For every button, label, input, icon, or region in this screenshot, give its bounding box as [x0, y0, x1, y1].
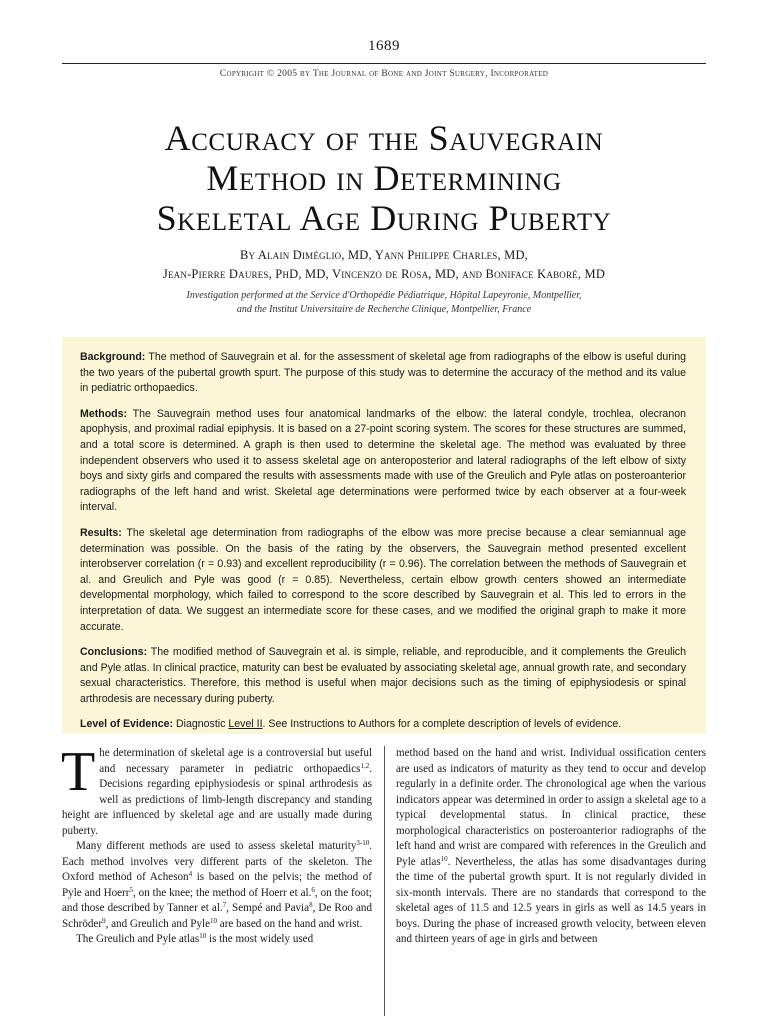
p2-text-c: is based on the pelvis; the method of Pyle and Hoerr: [62, 871, 372, 899]
p2-text-e: , on the foot; and those described by Tanner et al.: [62, 886, 372, 914]
right-text-b: . Nevertheless, the atlas has some disadvantages during the time of the pubertal growth spurt. It is not regularly divided in six-month intervals. There are no standards that correspond to the skeletal ages of 11.5 and 12.5 years in girls as well as 14.5 years in boys. During the phase of increased growth velocity, between eleven and thirteen years of age in girls and between: [396, 855, 706, 945]
citation-ref[interactable]: 10: [440, 854, 448, 863]
level-label: Level of Evidence:: [80, 718, 174, 731]
body-paragraph-1: [61, 741, 372, 839]
body-column-right: [396, 746, 706, 948]
level-pre-text: Diagnostic: [173, 718, 229, 731]
p2-text-b: . Each method involves very different parts of the skeleton. The Oxford method of Acheson: [62, 840, 372, 883]
citation-ref[interactable]: 3-10: [356, 839, 370, 847]
abstract-methods: [80, 407, 686, 516]
p2-text-f: , Sempé and Pavia: [226, 902, 310, 914]
page-number: 1689: [368, 38, 400, 54]
citation-ref[interactable]: 1,2: [360, 761, 370, 770]
conclusions-label: Conclusions:: [80, 646, 148, 659]
body-column-left: [61, 741, 373, 948]
drop-cap: T: [61, 741, 96, 803]
author-list: [60, 246, 708, 284]
authors-line-2: Jean-Pierre Daures, PhD, MD, Vincenzo de Rosa, MD, and Boniface Kaboré, MD: [162, 267, 606, 281]
p2-text-a: Many different methods are used to assess skeletal maturity: [76, 840, 357, 852]
title-line-2: Method in Determining: [206, 158, 562, 198]
p3-text-b: is the most widely used: [206, 933, 314, 945]
abstract-conclusions: [80, 645, 686, 707]
affiliation-line-1: Investigation performed at the Service d'Orthopédie Pédiatrique, Hôpital Lapeyronie, Montpellier,: [186, 290, 582, 301]
p3-text-a: The Greulich and Pyle atlas: [76, 933, 200, 945]
abstract-background: [80, 350, 686, 397]
background-label: Background:: [80, 351, 146, 363]
authors-line-1: By Alain Diméglio, MD, Yann Philippe Charles, MD,: [240, 248, 528, 262]
citation-ref[interactable]: 10: [210, 916, 217, 925]
citation-ref[interactable]: 8: [309, 901, 313, 909]
title-line-1: Accuracy of the Sauvegrain: [164, 118, 604, 158]
results-label: Results:: [80, 526, 122, 539]
p2-text-i: are based on the hand and wrist.: [217, 917, 363, 930]
citation-ref[interactable]: 6: [311, 885, 315, 894]
body-paragraph-2: [62, 839, 372, 932]
conclusions-text: The modified method of Sauvegrain et al. is simple, reliable, and reproducible, and it complements the Greulich and Pyle atlas. In clinical practice, maturity can best be evaluated by associating skeletal age, annual growth rate, and secondary sexual characteristics. Therefore, this method is useful when major decisions such as the timing of epiphysiodesis or spinal arthrodesis are necessary during puberty.: [80, 646, 686, 705]
copyright-line: Copyright © 2005 by The Journal of Bone and Joint Surgery, Incorporated: [219, 69, 549, 79]
right-text-a: method based on the hand and wrist. Individual ossification centers are used as indicators of maturity as they tend to occur and develop regularly in a definite order. The chronological age when the various indicators appear was determined in order to assign a skeletal age to a typical developmental status. In clinical practice, these morphological characteristics on posteroanterior radiographs of the left hand and wrist are compared with references in the Greulich and Pyle atlas: [396, 747, 706, 868]
p2-text-g: , De Roo and Schröder: [62, 902, 373, 930]
affiliation-line-2: and the Institut Universitaire de Recherche Clinique, Montpellier, France: [236, 304, 532, 315]
article-title: [80, 118, 688, 238]
title-line-3: Skeletal Age During Puberty: [156, 198, 612, 238]
affiliation: [100, 289, 668, 317]
results-text: The skeletal age determination from radiographs of the elbow was more precise because a clear semiannual age determination was possible. On the basis of the rating by the observers, the Sauvegrain method presented excellent interobserver correlation (r = 0.93) and excellent reproducibility (r = 0.96). The correlation between the methods of Sauvegrain et al. and Greulich and Pyle was good (r = 0.85). Nevertheless, certain elbow growth centers showed an intermediate developmental morphology, which failed to correspond to the score described by Sauvegrain et al. This led to errors in the interpretation of data. We suggest an intermediate score for these cases, and we modified the original graph to make it more accurate.: [80, 526, 686, 633]
abstract-results: [80, 526, 686, 635]
body-paragraph-right: [396, 746, 706, 948]
methods-text: The Sauvegrain method uses four anatomical landmarks of the elbow: the lateral condyle, trochlea, olecranon apophysis, and proximal radial epiphysis. It is based on a 27-point scoring system. The scores for these structures are summed, and a total score is determined. A graph is then used to determine the skeletal age. The method was evaluated by three independent observers who used it to assess skeletal age on anteroposterior and lateral radiographs of the left elbow of sixty boys and sixty girls and compared the results with assessments made with use of the Greulich and Pyle atlas on posteroanterior radiographs of the left hand and wrist. Skeletal age determinations were performed twice by each observer at a four-week interval.: [80, 407, 686, 514]
citation-ref[interactable]: 9: [102, 916, 106, 925]
citation-ref[interactable]: 7: [222, 901, 227, 909]
p2-text-h: , and Greulich and Pyle: [105, 917, 210, 930]
citation-ref[interactable]: 10: [199, 932, 207, 940]
p1-text-a: he determination of skeletal age is a controversial but useful and necessary parameter in pediatric orthopaedics: [99, 747, 372, 775]
level-ii-link[interactable]: Level II: [228, 718, 263, 731]
p1-text-b: . Decisions regarding epiphysiodesis or spinal arthrodesis as well as predictions of limb-length discrepancy and standing height are influenced by skeletal age and are usually made during puberty.: [62, 762, 372, 837]
abstract-level-of-evidence: [80, 717, 686, 733]
column-divider: [384, 746, 385, 1016]
abstract-box: [62, 337, 706, 734]
p2-text-d: , on the knee; the method of Hoerr et al.: [132, 886, 312, 899]
body-paragraph-3: [62, 932, 372, 948]
citation-ref[interactable]: 4: [188, 870, 193, 878]
citation-ref[interactable]: 5: [129, 885, 133, 894]
methods-label: Methods:: [80, 407, 128, 420]
background-text: The method of Sauvegrain et al. for the assessment of skeletal age from radiographs of the elbow is useful during the two years of the pubertal growth spurt. The purpose of this study was to determine the accuracy of the method and its value in pediatric orthopaedics.: [80, 351, 686, 395]
header-rule: [62, 63, 706, 64]
level-post-text: . See Instructions to Authors for a complete description of levels of evidence.: [262, 718, 622, 731]
